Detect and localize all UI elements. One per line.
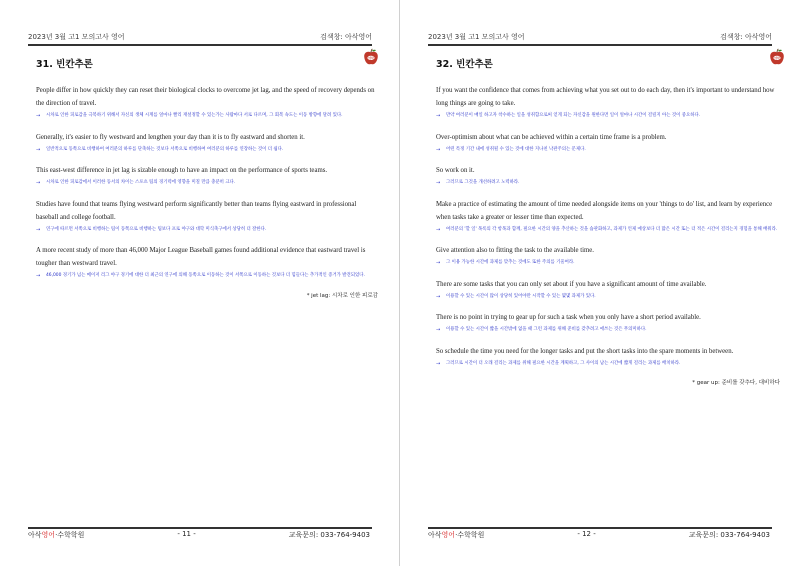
page-number: - 12 - <box>577 530 596 538</box>
passage-body <box>36 84 378 299</box>
question-title: 32. 빈칸추론 <box>436 59 493 70</box>
header-search-hint: 검색창: 아삭영어 <box>320 33 372 41</box>
question-title: 31. 빈칸추론 <box>36 59 93 70</box>
header-exam-title: 2023년 3월 고1 모의고사 영어 <box>28 33 125 41</box>
korean-translation: → 어떤 특정 기간 내에 성취될 수 있는 것에 대한 지나친 낙관주의는 문제다. <box>436 146 780 154</box>
english-sentence: So work on it. <box>436 167 475 174</box>
header-divider <box>428 44 772 46</box>
page-header <box>428 30 772 42</box>
page-footer <box>28 530 370 540</box>
apple-logo-icon <box>768 48 786 66</box>
page-footer <box>428 530 770 540</box>
english-sentence: Studies have found that teams flying westward perform significantly better than teams flying eastward in professional baseball and college football. <box>36 200 357 221</box>
header-search-hint: 검색창: 아삭영어 <box>720 33 772 41</box>
korean-translation: → 여러분의 '할 일' 목록의 각 항목과 함께, 필요한 시간의 양을 추산하는 것을 습관화하고, 과제가 언제 예상보다 더 많은 시간 또는 더 적은 시간이 걸리는지 경험을 통해 배워라. <box>436 226 780 234</box>
page-gutter <box>399 0 400 566</box>
english-sentence: There is no point in trying to gear up for such a task when you only have a short period available. <box>436 314 701 321</box>
sentence-block <box>36 198 378 234</box>
english-sentence: There are some tasks that you can only set about if you have a significant amount of time available. <box>436 280 707 288</box>
sentence-block <box>436 84 780 120</box>
page-number: - 11 - <box>177 530 196 538</box>
academy-name <box>428 530 484 540</box>
svg-text:아삭: 아삭 <box>774 56 780 61</box>
apple-logo-icon <box>362 48 380 66</box>
header-exam-title: 2023년 3월 고1 모의고사 영어 <box>428 33 525 41</box>
sentence-block <box>36 164 378 187</box>
vocab-note: * jet lag: 시차로 인한 피로감 <box>306 292 378 299</box>
korean-translation: → 이용할 수 있는 시간이 많이 상당히 있어야만 시작할 수 있는 몇몇 과제가 있다. <box>436 293 780 301</box>
header-divider <box>28 44 372 46</box>
korean-translation: → 연구에 따르면 서쪽으로 비행하는 팀이 동쪽으로 비행하는 팀보다 프로 야구와 대학 미식축구에서 상당히 더 잘한다. <box>36 226 378 234</box>
english-sentence: A more recent study of more than 46,000 Major League Baseball games found additional evidence that eastward travel is tougher than westward travel. <box>36 247 366 267</box>
sentence-block <box>436 164 780 187</box>
brand-part: ·수학학원 <box>455 531 485 539</box>
sentence-block <box>436 345 780 368</box>
brand-accent: 영어 <box>441 531 456 539</box>
korean-translation: → 그러므로 시간이 더 오래 걸리는 과제를 위해 필요한 시간을 계획하고, 그 사이의 남는 시간에 짧게 걸리는 과제를 배치하라. <box>436 360 780 368</box>
brand-part: ·수학학원 <box>55 531 85 539</box>
page-right <box>400 0 800 566</box>
korean-translation: → 시차로 인한 피로감을 극복하기 위해서 자신의 생체 시계를 얼마나 빨리 재설정할 수 있는가는 사람마다 서로 다르며, 그 회복 속도는 이동 방향에 달려 있다. <box>36 112 378 120</box>
korean-translation: → 46,000 경기가 넘는 메이저 리그 야구 경기에 대한 더 최근의 연구에 의해 동쪽으로 이동하는 것이 서쪽으로 이동하는 것보다 더 힘들다는 추가적인 증거가 발견되었다. <box>36 272 378 280</box>
sentence-block <box>436 198 780 234</box>
english-sentence: If you want the confidence that comes from achieving what you set out to do each day, then it's important to understand how long things are going to take. <box>436 87 775 107</box>
english-sentence: People differ in how quickly they can reset their biological clocks to overcome jet lag, and the speed of recovery depends on the direction of travel. <box>36 87 375 107</box>
english-sentence: So schedule the time you need for the longer tasks and put the short tasks into the spare moments in between. <box>436 347 734 355</box>
sentence-block <box>36 131 378 154</box>
korean-translation: → 일반적으로 동쪽으로 비행하여 여러분의 하루를 단축하는 것보다 서쪽으로 비행하여 여러분의 하루를 연장하는 것이 더 쉽다. <box>36 146 378 154</box>
brand-part: 아삭 <box>428 531 442 539</box>
footer-divider <box>428 527 772 529</box>
sentence-block <box>436 311 780 334</box>
sentence-block <box>36 244 378 280</box>
english-sentence: This east-west difference in jet lag is sizable enough to have an impact on the performance of sports teams. <box>36 167 328 174</box>
academy-name <box>28 530 84 540</box>
vocab-note: * gear up: 준비를 갖추다, 대비하다 <box>692 380 780 386</box>
korean-translation: → 시차로 인한 피로감에서 이러한 동서의 차이는 스포츠 팀의 경기력에 영향을 미칠 만큼 충분히 크다. <box>36 179 378 187</box>
sentence-block <box>36 84 378 120</box>
korean-translation: → 그러므로 그것을 개선하려고 노력하라. <box>436 179 780 187</box>
contact-info: 교육문의: 033-764-9403 <box>288 531 370 539</box>
brand-accent: 영어 <box>41 531 56 539</box>
english-sentence: Generally, it's easier to fly westward and lengthen your day than it is to fly eastward and shorten it. <box>36 133 305 141</box>
korean-translation: → 이용할 수 있는 시간이 짧을 시간밖에 없을 때 그런 과제를 위해 준비를 갖추려고 애쓰는 것은 무의미하다. <box>436 326 780 334</box>
english-sentence: Make a practice of estimating the amount of time needed alongside items on your 'things to do' list, and learn by experience when tasks take a greater or lesser time than expected. <box>436 200 773 221</box>
sentence-block <box>436 278 780 301</box>
passage-body <box>436 84 780 386</box>
footer-divider <box>28 527 372 529</box>
svg-text:아삭: 아삭 <box>368 56 374 61</box>
korean-translation: → 그 이용 가능한 시간에 과제를 맞추는 것에도 또한 주의를 기울여라. <box>436 259 780 267</box>
contact-info: 교육문의: 033-764-9403 <box>688 531 770 539</box>
sentence-block <box>436 131 780 154</box>
page-header <box>28 30 372 42</box>
english-sentence: Give attention also to fitting the task to the available time. <box>436 247 594 254</box>
english-sentence: Over-optimism about what can be achieved within a certain time frame is a problem. <box>436 133 667 141</box>
sentence-block <box>436 244 780 267</box>
korean-translation: → 만약 여러분이 매일 하고자 착수하는 일을 성취함으로써 얻게 되는 자신감을 원한다면 일이 얼마나 시간이 걸릴지 아는 것이 중요하다. <box>436 112 780 120</box>
brand-part: 아삭 <box>28 531 42 539</box>
